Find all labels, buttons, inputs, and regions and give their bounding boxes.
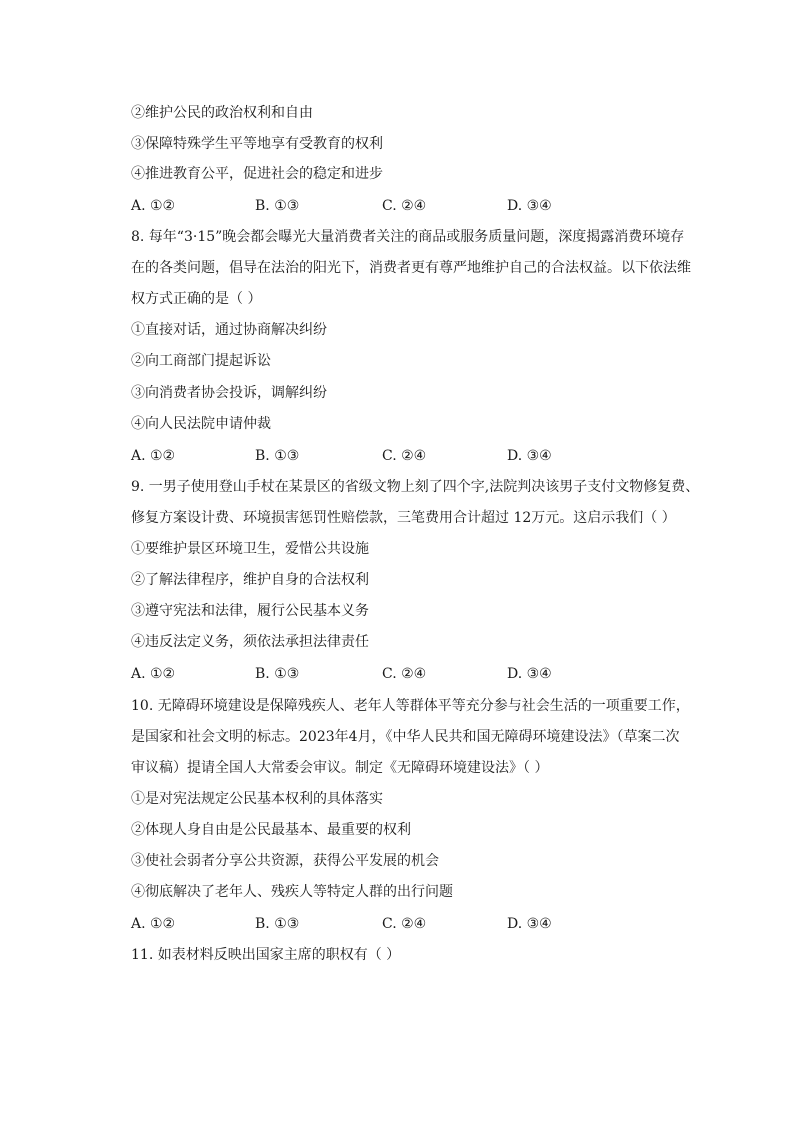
q9-stem-line-2: 修复方案设计费、环境损害惩罚性赔偿款，三笔费用合计超过 12万元。这启示我们（ ）	[131, 510, 676, 526]
q11-stem-line-1: 11. 如表材料反映出国家主席的职权有（ ）	[131, 947, 401, 963]
q8-item-4: ④向人民法院申请仲裁	[131, 416, 271, 432]
q7-item-4: ④推进教育公平，促进社会的稳定和进步	[131, 166, 383, 182]
q8-item-3: ③向消费者协会投诉，调解纠纷	[131, 385, 327, 401]
q8-option-c: C. ②④	[382, 448, 427, 464]
q7-item-3: ③保障特殊学生平等地享有受教育的权利	[131, 136, 383, 152]
q9-item-1: ①要维护景区环境卫生，爱惜公共设施	[131, 541, 369, 557]
q9-option-d: D. ③④	[507, 666, 552, 682]
q10-stem-line-2: 是国家和社会文明的标志。2023年4月，《中华人民共和国无障碍环境建设法》（草案二次	[131, 729, 680, 745]
q10-item-3: ③使社会弱者分享公共资源，获得公平发展的机会	[131, 853, 439, 869]
q9-stem-line-1: 9. 一男子使用登山手杖在某景区的省级文物上刻了四个字,法院判决该男子支付文物修复费、	[131, 479, 700, 495]
q10-stem-line-1: 10. 无障碍环境建设是保障残疾人、老年人等群体平等充分参与社会生活的一项重要工作，	[131, 698, 690, 714]
q9-option-b: B. ①③	[255, 666, 300, 682]
q10-stem-line-3: 审议稿）提请全国人大常委会审议。制定《无障碍环境建设法》（ ）	[131, 760, 549, 776]
q8-stem-line-2: 在的各类问题，倡导在法治的阳光下，消费者更有尊严地维护自己的合法权益。以下依法维	[131, 260, 691, 276]
q8-stem-line-1: 8. 每年“3·15”晚会都会曝光大量消费者关注的商品或服务质量问题，深度揭露消费环境存	[131, 229, 685, 245]
q7-options	[131, 198, 691, 214]
q7-option-b: B. ①③	[255, 198, 300, 214]
q7-option-a: A. ①②	[131, 198, 176, 214]
q10-option-d: D. ③④	[507, 916, 552, 932]
q8-item-2: ②向工商部门提起诉讼	[131, 353, 271, 369]
q8-stem-line-3: 权方式正确的是（ ）	[131, 291, 262, 307]
q8-option-d: D. ③④	[507, 448, 552, 464]
q10-option-b: B. ①③	[255, 916, 300, 932]
q7-item-2: ②维护公民的政治权利和自由	[131, 105, 313, 121]
q10-item-1: ①是对宪法规定公民基本权利的具体落实	[131, 791, 383, 807]
q10-option-a: A. ①②	[131, 916, 176, 932]
q7-option-c: C. ②④	[382, 198, 427, 214]
q10-options	[131, 916, 691, 932]
q9-item-4: ④违反法定义务，须依法承担法律责任	[131, 634, 369, 650]
q8-option-b: B. ①③	[255, 448, 300, 464]
q7-option-d: D. ③④	[507, 198, 552, 214]
q8-option-a: A. ①②	[131, 448, 176, 464]
q10-option-c: C. ②④	[382, 916, 427, 932]
q10-item-4: ④彻底解决了老年人、残疾人等特定人群的出行问题	[131, 884, 453, 900]
q9-option-c: C. ②④	[382, 666, 427, 682]
q9-option-a: A. ①②	[131, 666, 176, 682]
q8-options	[131, 448, 691, 464]
q9-options	[131, 666, 691, 682]
q9-item-3: ③遵守宪法和法律，履行公民基本义务	[131, 603, 369, 619]
q8-item-1: ①直接对话，通过协商解决纠纷	[131, 322, 327, 338]
q9-item-2: ②了解法律程序，维护自身的合法权利	[131, 572, 369, 588]
q10-item-2: ②体现人身自由是公民最基本、最重要的权利	[131, 822, 411, 838]
